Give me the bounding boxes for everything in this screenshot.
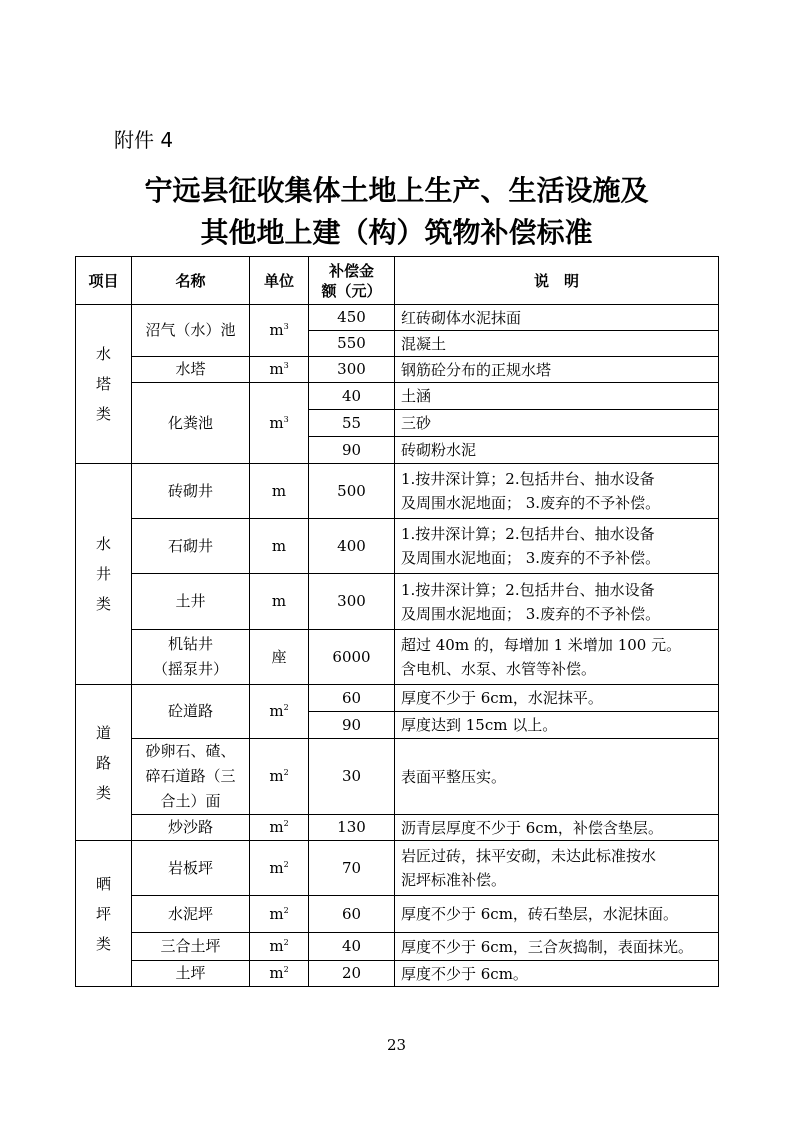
unit-base: m: [269, 858, 284, 877]
item-desc: [395, 464, 719, 519]
category-label: 水塔类: [96, 345, 112, 423]
item-name: 沼气（水）池: [132, 305, 250, 357]
header-amount-line2: 额（元）: [321, 281, 382, 300]
desc-line: 泥坪标准补偿。: [401, 871, 507, 889]
item-desc: 厚度不少于 6cm。: [395, 961, 719, 987]
item-desc: [395, 519, 719, 574]
table-row: [76, 933, 719, 961]
unit-exponent: 2: [283, 859, 289, 869]
desc-line: 超过 40m 的，每增加 1 米增加 100 元。: [401, 636, 682, 654]
unit-exponent: 2: [283, 965, 289, 974]
item-amount: 40: [309, 933, 395, 961]
item-name: 石砌井: [132, 519, 250, 574]
item-unit: [250, 933, 309, 961]
item-name: [132, 630, 250, 685]
item-desc: 厚度不少于 6cm，水泥抹平。: [395, 685, 719, 712]
item-desc: 表面平整压实。: [395, 739, 719, 815]
item-unit: m: [250, 464, 309, 519]
attachment-label: 附件 4: [114, 128, 174, 152]
item-unit: 座: [250, 630, 309, 685]
unit-exponent: 2: [283, 905, 289, 915]
item-name: 三合土坪: [132, 933, 250, 961]
table-row: [76, 896, 719, 933]
item-name: [132, 739, 250, 815]
item-desc: 沥青层厚度不少于 6cm，补偿含垫层。: [395, 815, 719, 841]
desc-line: 及周围水泥地面； 3.废弃的不予补偿。: [401, 604, 661, 623]
table-row: [76, 630, 719, 685]
unit-base: m: [269, 818, 284, 836]
item-amount: 60: [309, 685, 395, 712]
category-label: 道路类: [96, 723, 112, 802]
name-line: 合土）面: [160, 792, 221, 810]
unit-exponent: 2: [283, 938, 289, 947]
unit-base: m: [269, 904, 284, 923]
item-amount: 55: [309, 410, 395, 437]
item-name: 水塔: [132, 357, 250, 383]
item-unit: [250, 961, 309, 987]
name-line: 砂卵石、碴、: [145, 742, 236, 760]
item-desc: [395, 841, 719, 896]
category-cell: [76, 841, 132, 987]
item-unit: [250, 896, 309, 933]
item-amount: 130: [309, 815, 395, 841]
table-row: [76, 519, 719, 574]
item-desc: 混凝土: [395, 331, 719, 357]
category-label: 晒坪类: [96, 874, 112, 953]
item-name: 土井: [132, 574, 250, 630]
item-unit: m: [250, 574, 309, 630]
unit-base: m: [269, 964, 284, 982]
table-row: [76, 841, 719, 896]
name-line: 机钻井: [167, 635, 213, 653]
title-line-2: 其他地上建（构）筑物补偿标准: [200, 216, 593, 249]
unit-exponent: 3: [283, 361, 289, 370]
item-desc: 三砂: [395, 410, 719, 437]
item-unit: [250, 841, 309, 896]
header-item: 项目: [76, 257, 132, 305]
table-row: [76, 357, 719, 383]
table-row: [76, 464, 719, 519]
table-row: [76, 685, 719, 712]
item-amount: 500: [309, 464, 395, 519]
item-desc: [395, 574, 719, 630]
table-row: [76, 815, 719, 841]
desc-line: 及周围水泥地面； 3.废弃的不予补偿。: [401, 494, 661, 512]
header-unit: 单位: [250, 257, 309, 305]
table-header-row: [76, 257, 719, 305]
item-unit: [250, 739, 309, 815]
item-amount: 450: [309, 305, 395, 331]
item-name: 水泥坪: [132, 896, 250, 933]
desc-line: 及周围水泥地面； 3.废弃的不予补偿。: [401, 549, 661, 567]
unit-base: m: [269, 321, 284, 339]
title-line-1: 宁远县征收集体土地上生产、生活设施及: [144, 174, 649, 207]
item-amount: 70: [309, 841, 395, 896]
compensation-table: [75, 256, 719, 987]
item-amount: 30: [309, 739, 395, 815]
table-row: [76, 383, 719, 410]
item-unit: [250, 305, 309, 357]
unit-base: m: [269, 413, 284, 432]
desc-line: 含电机、水泵、水管等补偿。: [401, 660, 597, 678]
item-amount: 20: [309, 961, 395, 987]
item-desc: 厚度不少于 6cm，砖石垫层，水泥抹面。: [395, 896, 719, 933]
item-amount: 90: [309, 712, 395, 739]
desc-line: 1.按井深计算；2.包括井台、抽水设备: [401, 525, 655, 543]
unit-exponent: 3: [283, 322, 289, 331]
item-desc: 厚度达到 15cm 以上。: [395, 712, 719, 739]
category-cell: [76, 685, 132, 841]
item-desc: 钢筋砼分布的正规水塔: [395, 357, 719, 383]
page-title: [0, 170, 793, 254]
item-name: 砖砌井: [132, 464, 250, 519]
item-amount: 300: [309, 574, 395, 630]
item-name: 岩板坪: [132, 841, 250, 896]
item-desc: 厚度不少于 6cm，三合灰捣制，表面抹光。: [395, 933, 719, 961]
desc-line: 岩匠过砖，抹平安砌，未达此标准按水: [401, 847, 657, 865]
item-amount: 550: [309, 331, 395, 357]
item-name: 土坪: [132, 961, 250, 987]
table-row: [76, 305, 719, 331]
item-amount: 90: [309, 437, 395, 464]
item-amount: 6000: [309, 630, 395, 685]
header-desc: 说 明: [395, 257, 719, 305]
unit-base: m: [269, 767, 284, 785]
item-desc: [395, 630, 719, 685]
item-unit: [250, 815, 309, 841]
item-unit: [250, 685, 309, 739]
unit-exponent: 2: [283, 768, 289, 777]
header-name: 名称: [132, 257, 250, 305]
page-number: 23: [386, 1036, 407, 1054]
item-desc: 红砖砌体水泥抹面: [395, 305, 719, 331]
item-amount: 300: [309, 357, 395, 383]
unit-exponent: 2: [283, 819, 289, 828]
item-desc: 土涵: [395, 383, 719, 410]
unit-base: m: [269, 360, 284, 378]
header-amount: [309, 257, 395, 305]
table-row: [76, 574, 719, 630]
item-unit: m: [250, 519, 309, 574]
desc-line: 1.按井深计算；2.包括井台、抽水设备: [401, 470, 655, 488]
unit-exponent: 3: [283, 414, 289, 424]
item-unit: [250, 357, 309, 383]
item-amount: 40: [309, 383, 395, 410]
unit-base: m: [269, 702, 284, 720]
item-name: 砼道路: [132, 685, 250, 739]
name-line: 碎石道路（三: [145, 767, 236, 785]
category-cell: [76, 464, 132, 685]
item-desc: 砖砌粉水泥: [395, 437, 719, 464]
desc-line: 1.按井深计算；2.包括井台、抽水设备: [401, 580, 655, 599]
unit-exponent: 2: [283, 703, 289, 712]
name-line: （摇泵井）: [152, 660, 228, 678]
category-cell: [76, 305, 132, 464]
item-name: 化粪池: [132, 383, 250, 464]
table-row: [76, 961, 719, 987]
item-unit: [250, 383, 309, 464]
table-row: [76, 739, 719, 815]
item-name: 炒沙路: [132, 815, 250, 841]
item-amount: 400: [309, 519, 395, 574]
category-label: 水井类: [96, 535, 112, 613]
header-amount-line1: 补偿金: [328, 261, 374, 280]
item-amount: 60: [309, 896, 395, 933]
unit-base: m: [269, 937, 284, 955]
